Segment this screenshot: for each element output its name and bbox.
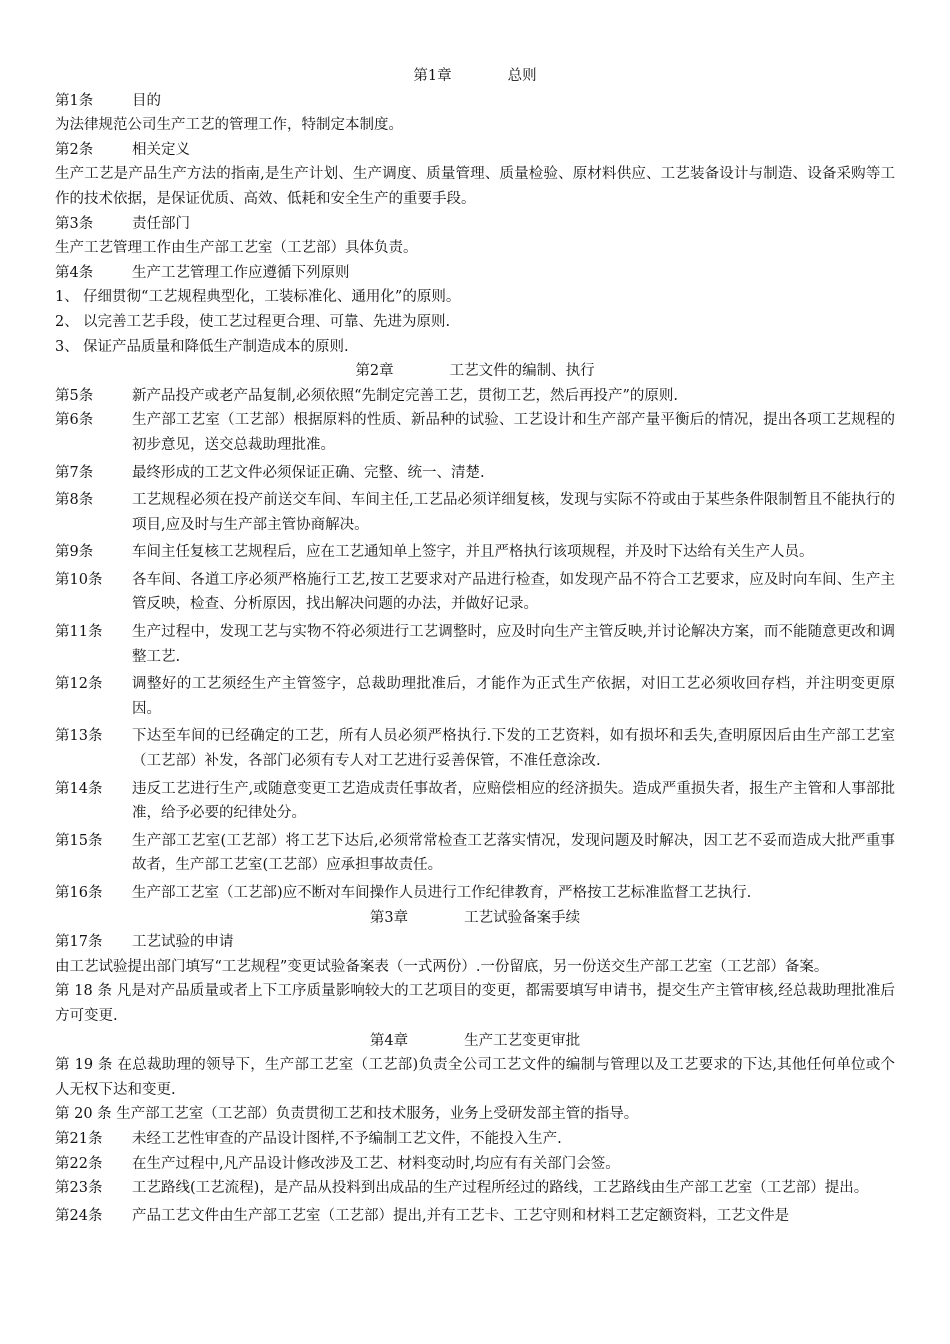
article-1-body: 为法律规范公司生产工艺的管理工作，特制定本制度。: [55, 117, 403, 134]
article-17-heading: [55, 930, 895, 955]
chapter-3-heading: [55, 906, 895, 931]
article-label: 第 20 条: [55, 1106, 112, 1123]
chapter-title: 工艺试验备案手续: [464, 909, 581, 926]
article-2-body: 生产工艺是产品生产方法的指南,是生产计划、生产调度、质量管理、质量检验、原材料供应、工艺装备设计与制造、设备采购等工作的技术依据，是保证优质、高效、低耗和安全生产的重要手段。: [55, 166, 895, 207]
article-label: 第2条: [55, 141, 94, 158]
article-text: 调整好的工艺须经生产主管签字，总裁助理批准后，才能作为正式生产依据，对旧工艺必须收回存档，并注明变更原因。: [132, 676, 895, 717]
article-5: [55, 384, 895, 409]
article-21: [55, 1127, 895, 1152]
article-24: [55, 1204, 895, 1229]
article-title: 生产工艺管理工作应遵循下列原则: [132, 264, 350, 281]
list-item: [55, 310, 895, 335]
article-label: 第12条: [55, 676, 103, 693]
article-text: 在生产过程中,凡产品设计修改涉及工艺、材料变动时,均应有有关部门会签。: [132, 1155, 620, 1172]
article-1-heading: [55, 89, 895, 114]
article-label: 第8条: [55, 492, 94, 509]
article-15: [55, 829, 895, 881]
list-item: [55, 285, 895, 310]
list-number: 2、: [55, 313, 79, 330]
article-20: [55, 1102, 895, 1127]
article-text: 生产过程中，发现工艺与实物不符必须进行工艺调整时，应及时向生产主管反映,并讨论解决方案，而不能随意更改和调整工艺.: [132, 624, 895, 665]
article-title: 责任部门: [132, 215, 190, 232]
article-3-heading: [55, 212, 895, 237]
article-12: [55, 672, 895, 724]
article-text: 各车间、各道工序必须严格施行工艺,按工艺要求对产品进行检查，如发现产品不符合工艺要求，应及时向车间、生产主管反映，检查、分析原因，找出解决问题的办法，并做好记录。: [132, 571, 895, 613]
article-label: 第6条: [55, 412, 94, 429]
article-label: 第1条: [55, 92, 94, 109]
article-text: 新产品投产或老产品复制,必须依照“先制定完善工艺，贯彻工艺，然后再投产”的原则.: [132, 387, 679, 404]
list-text: 以完善工艺手段，使工艺过程更合理、可靠、先进为原则.: [83, 313, 451, 330]
article-label: 第14条: [55, 780, 103, 797]
article-label: 第 18 条: [55, 983, 113, 1000]
article-23: [55, 1176, 895, 1204]
article-7: [55, 461, 895, 489]
chapter-title: 工艺文件的编制、执行: [449, 363, 595, 380]
article-9: [55, 540, 895, 568]
article-18: [55, 979, 895, 1028]
chapter-title: 生产工艺变更审批: [464, 1032, 581, 1049]
article-text: 违反工艺进行生产,或随意变更工艺造成责任事故者，应赔偿相应的经济损失。造成严重损失者，报生产主管和人事部批准，给予必要的纪律处分。: [132, 780, 895, 822]
article-16: [55, 881, 895, 906]
chapter-number: 第2章: [355, 363, 394, 380]
article-4-heading: [55, 261, 895, 286]
chapter-number: 第3章: [369, 909, 409, 926]
chapter-number: 第4章: [369, 1032, 409, 1049]
chapter-4-heading: [55, 1029, 895, 1054]
article-3-body: 生产工艺管理工作由生产部工艺室（工艺部）具体负责。: [55, 240, 418, 257]
article-text: 未经工艺性审查的产品设计图样,不予编制工艺文件，不能投入生产.: [132, 1130, 562, 1147]
article-label: 第23条: [55, 1180, 103, 1197]
article-label: 第17条: [55, 934, 103, 951]
list-item: [55, 335, 895, 360]
article-title: 目的: [132, 92, 161, 109]
chapter-title: 总则: [507, 68, 537, 84]
article-22: [55, 1152, 895, 1177]
article-label: 第9条: [55, 544, 94, 561]
article-13: [55, 724, 895, 776]
article-label: 第 19 条: [55, 1057, 113, 1074]
article-label: 第24条: [55, 1207, 103, 1224]
article-8: [55, 488, 895, 540]
list-text: 仔细贯彻“工艺规程典型化，工装标准化、通用化”的原则。: [83, 289, 461, 306]
article-text: 下达至车间的已经确定的工艺，所有人员必须严格执行.下发的工艺资料，如有损坏和丢失,查明原因后由生产部工艺室（工艺部）补发，各部门必须有专人对工艺进行妥善保管，不准任意涂改.: [132, 728, 895, 770]
article-label: 第4条: [55, 264, 94, 281]
article-title: 相关定义: [132, 141, 190, 158]
article-19: [55, 1053, 895, 1102]
article-text: 生产部工艺室(工艺部）将工艺下达后,必须常常检查工艺落实情况，发现问题及时解决，因工艺不妥而造成大批严重事故者，生产部工艺室(工艺部）应承担事故责任。: [132, 832, 895, 874]
article-title: 工艺试验的申请: [132, 934, 234, 951]
article-2-heading: [55, 138, 895, 163]
article-label: 第15条: [55, 832, 103, 849]
article-label: 第13条: [55, 728, 103, 745]
article-14: [55, 777, 895, 829]
article-text: 工艺路线(工艺流程)，是产品从投料到出成品的生产过程所经过的路线，工艺路线由生产部工艺室（工艺部）提出。: [132, 1180, 869, 1197]
list-number: 3、: [55, 338, 79, 355]
article-label: 第11条: [55, 624, 103, 641]
article-label: 第22条: [55, 1155, 103, 1172]
article-label: 第16条: [55, 885, 103, 901]
article-label: 第10条: [55, 571, 103, 588]
article-label: 第5条: [55, 387, 94, 404]
list-text: 保证产品质量和降低生产制造成本的原则.: [83, 338, 349, 355]
article-label: 第3条: [55, 215, 94, 232]
chapter-2-heading: [55, 359, 895, 384]
article-text: 车间主任复核工艺规程后，应在工艺通知单上签字，并且严格执行该项规程，并及时下达给有关生产人员。: [132, 544, 814, 561]
chapter-1-heading: [55, 64, 895, 89]
article-label: 第21条: [55, 1130, 103, 1147]
article-text: 工艺规程必须在投产前送交车间、车间主任,工艺品必须详细复核，发现与实际不符或由于某些条件限制暂且不能执行的项目,应及时与生产部主管协商解决。: [132, 492, 895, 533]
chapter-number: 第1章: [413, 68, 452, 84]
article-text: 生产部工艺室（工艺部）根据原料的性质、新品种的试验、工艺设计和生产部产量平衡后的情况，提出各项工艺规程的初步意见，送交总裁助理批准。: [132, 412, 895, 453]
article-text: 生产部工艺室（工艺部）负责贯彻工艺和技术服务，业务上受研发部主管的指导。: [116, 1106, 639, 1123]
article-17-body: 由工艺试验提出部门填写“工艺规程”变更试验备案表（一式两份）.一份留底，另一份送交生产部工艺室（工艺部）备案。: [55, 958, 829, 975]
article-10: [55, 568, 895, 620]
article-text: 产品工艺文件由生产部工艺室（工艺部）提出,并有工艺卡、工艺守则和材料工艺定额资料，工艺文件是: [132, 1207, 790, 1224]
article-text: 凡是对产品质量或者上下工序质量影响较大的工艺项目的变更，都需要填写申请书，提交生产主管审核,经总裁助理批准后方可变更.: [55, 983, 896, 1024]
article-text: 生产部工艺室（工艺部)应不断对车间操作人员进行工作纪律教育，严格按工艺标准监督工艺执行.: [132, 885, 752, 901]
article-11: [55, 620, 895, 672]
list-number: 1、: [55, 289, 79, 306]
article-text: 在总裁助理的领导下，生产部工艺室（工艺部)负责全公司工艺文件的编制与管理以及工艺要求的下达,其他任何单位或个人无权下达和变更.: [55, 1057, 895, 1098]
article-label: 第7条: [55, 464, 94, 481]
article-6: [55, 408, 895, 460]
article-text: 最终形成的工艺文件必须保证正确、完整、统一、清楚.: [132, 464, 485, 481]
